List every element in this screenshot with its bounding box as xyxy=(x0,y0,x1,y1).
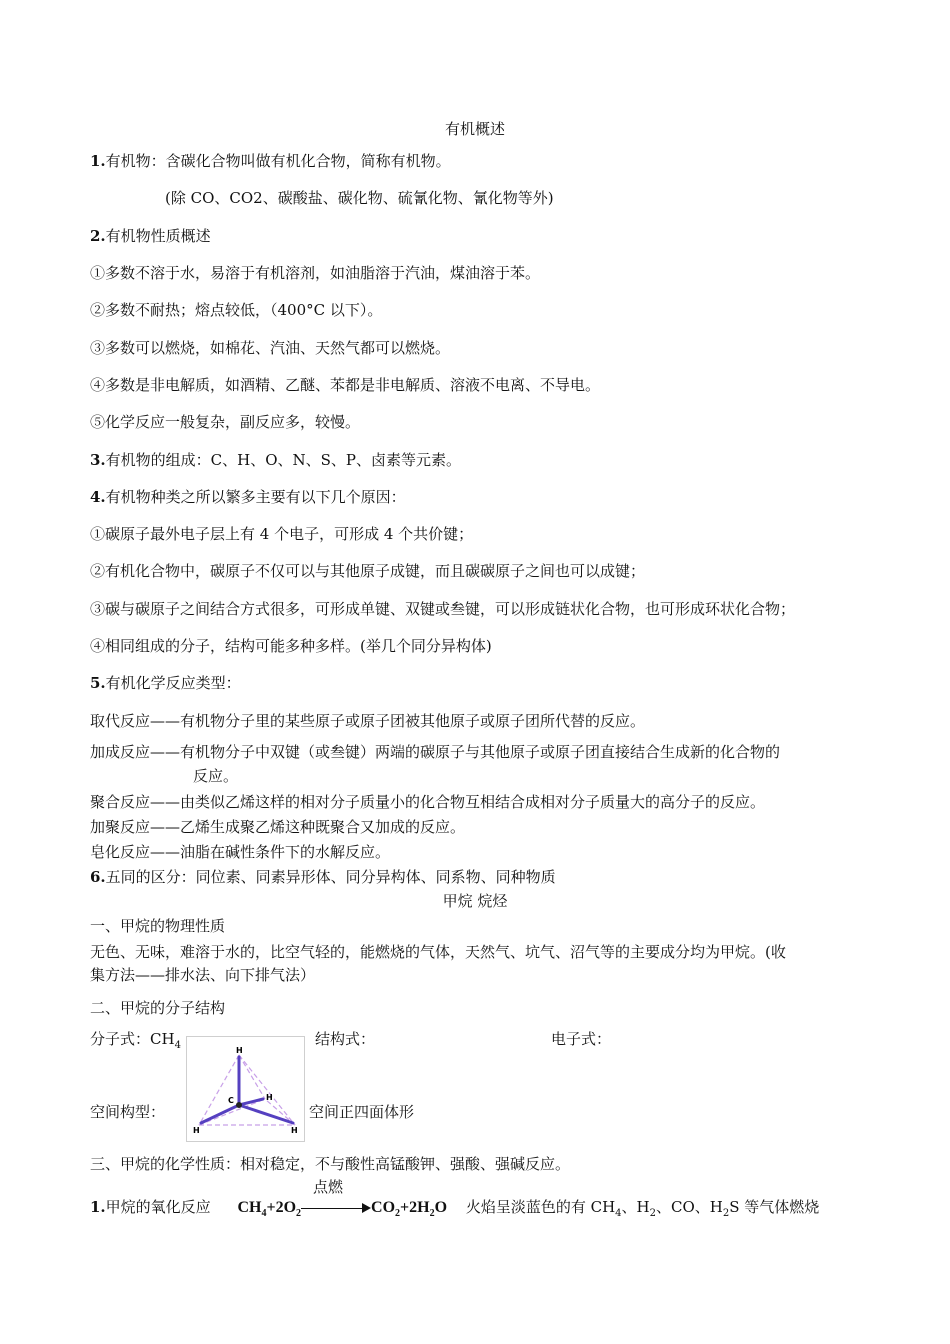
list-item: 聚合反应——由类似乙烯这样的相对分子质量小的化合物互相结合成相对分子质量大的高分子的反应。 xyxy=(90,793,766,811)
subscript: 2 xyxy=(395,1208,401,1219)
note-text: S 等气体燃烧 xyxy=(729,1198,820,1216)
list-item: ⑤化学反应一般复杂，副反应多，较慢。 xyxy=(90,413,361,431)
subscript: 4 xyxy=(261,1208,267,1219)
atom-label: H xyxy=(266,1093,273,1102)
product: +2H xyxy=(400,1199,430,1216)
spatial-configuration-label: 空间构型： xyxy=(90,1103,166,1121)
molecular-structure-heading: 二、甲烷的分子结构 xyxy=(90,999,226,1017)
reactant: CH xyxy=(237,1199,262,1216)
subscript: 2 xyxy=(649,1208,656,1219)
atom-label: C xyxy=(228,1096,234,1105)
section-number: 5. xyxy=(90,674,106,692)
note-text: 、CO、H xyxy=(656,1198,723,1216)
note-text: 、H xyxy=(621,1198,650,1216)
section-2 xyxy=(90,226,211,246)
section-5 xyxy=(90,673,241,693)
page-title: 有机概述 xyxy=(444,120,505,138)
section-3 xyxy=(90,450,461,470)
atom-label: H xyxy=(291,1126,298,1135)
section-text: 有机物性质概述 xyxy=(105,227,211,245)
list-item: 加聚反应——乙烯生成聚乙烯这种既聚合又加成的反应。 xyxy=(90,818,466,836)
list-item: ①多数不溶于水，易溶于有机溶剂，如油脂溶于汽油，煤油溶于苯。 xyxy=(90,264,541,282)
section-number: 1. xyxy=(90,1198,106,1216)
list-item: 反应。 xyxy=(193,767,239,785)
reaction-note xyxy=(465,1198,820,1219)
electron-formula-label: 电子式： xyxy=(551,1030,612,1048)
subscript: 4 xyxy=(174,1040,181,1051)
tetrahedral-molecule-image xyxy=(186,1036,305,1142)
methane-title: 甲烷 烷烃 xyxy=(442,892,508,910)
list-item: ①碳原子最外电子层上有 4 个电子，可形成 4 个共价键； xyxy=(90,525,474,543)
spatial-configuration-value: 空间正四面体形 xyxy=(309,1103,415,1121)
physical-properties-text: 无色、无味，难溶于水的，比空气轻的，能燃烧的气体，天然气、坑气、沼气等的主要成分均为甲烷。(收 xyxy=(90,943,786,961)
section-number: 6. xyxy=(90,868,106,886)
section-text: 有机物的组成：C、H、O、N、S、P、卤素等元素。 xyxy=(105,451,462,469)
chemical-properties-heading: 三、甲烷的化学性质：相对稳定，不与酸性高锰酸钾、强酸、强碱反应。 xyxy=(90,1155,571,1173)
list-item: 取代反应——有机物分子里的某些原子或原子团被其他原子或原子团所代替的反应。 xyxy=(90,712,646,730)
molecular-formula xyxy=(90,1029,181,1056)
list-item: ③多数可以燃烧，如棉花、汽油、天然气都可以燃烧。 xyxy=(90,339,451,357)
section-text: 有机化学反应类型： xyxy=(105,674,241,692)
list-item: ②多数不耐热；熔点较低，（400°C 以下）。 xyxy=(90,301,383,319)
subscript: 2 xyxy=(429,1208,435,1219)
structural-formula-label: 结构式： xyxy=(315,1030,376,1048)
section-4 xyxy=(90,487,406,507)
atom-label: H xyxy=(193,1126,200,1135)
methane-tetrahedron-diagram xyxy=(187,1037,304,1141)
list-item: ②有机化合物中，碳原子不仅可以与其他原子成键，而且碳碳原子之间也可以成键； xyxy=(90,562,646,580)
product: CO xyxy=(371,1199,396,1216)
note-text: 火焰呈淡蓝色的有 CH xyxy=(465,1198,616,1216)
arrow-head-icon xyxy=(362,1203,371,1213)
oxidation-reaction-line xyxy=(90,1180,820,1224)
product: O xyxy=(434,1199,448,1216)
atom-label: H xyxy=(236,1046,243,1055)
section-text: 五同的区分：同位素、同素异形体、同分异构体、同系物、同种物质 xyxy=(105,868,556,886)
section-number: 1. xyxy=(90,152,106,170)
subscript: 2 xyxy=(722,1208,730,1219)
physical-properties-heading: 一、甲烷的物理性质 xyxy=(90,917,226,935)
section-text: 有机物种类之所以繁多主要有以下几个原因： xyxy=(105,488,406,506)
section-text: 有机物：含碳化合物叫做有机化合物，简称有机物。 xyxy=(105,152,451,170)
formula-label: 分子式：CH xyxy=(90,1030,175,1048)
subscript: 4 xyxy=(615,1208,622,1219)
subscript: 2 xyxy=(296,1208,302,1219)
section-1 xyxy=(90,151,451,171)
section-number: 2. xyxy=(90,227,106,245)
reaction-arrow xyxy=(301,1180,371,1218)
list-item: 加成反应——有机物分子中双键（或叁键）两端的碳原子与其他原子或原子团直接结合生成新的化合物的 xyxy=(90,743,781,761)
section-1-note: (除 CO、CO2、碳酸盐、碳化物、硫氰化物、氰化物等外) xyxy=(165,189,554,207)
section-6 xyxy=(90,867,556,887)
physical-properties-text-cont: 集方法——排水法、向下排气法） xyxy=(90,966,316,984)
section-number: 4. xyxy=(90,488,106,506)
section-number: 3. xyxy=(90,451,106,469)
list-item: ③碳与碳原子之间结合方式很多，可形成单键、双键或叁键，可以形成链状化合物，也可形成环状化合物； xyxy=(90,600,796,618)
reactant: +2O xyxy=(266,1199,297,1216)
list-item: ④相同组成的分子，结构可能多种多样。(举几个同分异构体) xyxy=(90,637,492,655)
reaction-equation xyxy=(237,1180,448,1219)
reaction-label: 甲烷的氧化反应 xyxy=(105,1198,211,1216)
list-item: 皂化反应——油脂在碱性条件下的水解反应。 xyxy=(90,843,391,861)
list-item: ④多数是非电解质，如酒精、乙醚、苯都是非电解质、溶液不电离、不导电。 xyxy=(90,376,601,394)
reaction-condition: 点燃 xyxy=(313,1180,344,1197)
